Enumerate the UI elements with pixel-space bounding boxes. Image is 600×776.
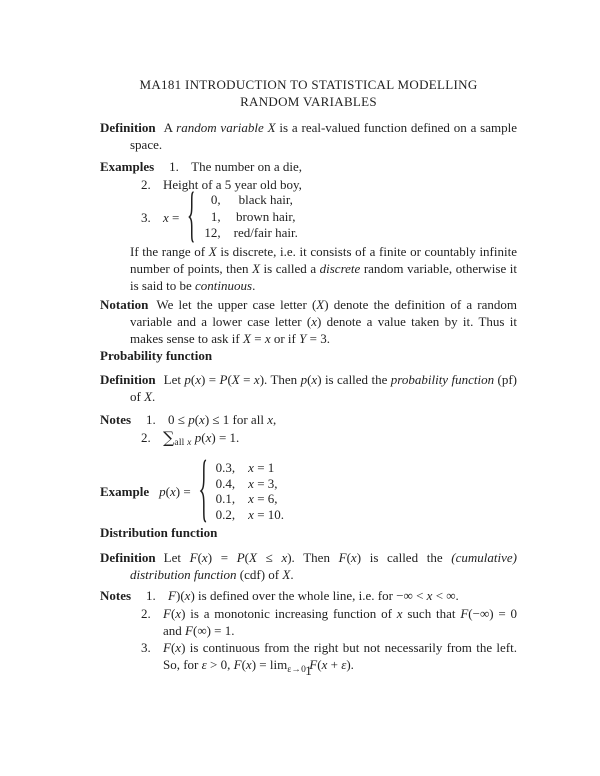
notes-df-item-2	[141, 605, 517, 639]
notation-label: Notation	[100, 297, 149, 312]
case-condition: brown hair,	[236, 208, 296, 224]
notes-df-block	[100, 587, 517, 604]
definition-label: Definition	[100, 372, 156, 387]
notes-df-item-3-text: F(x) is continuous from the right but not necessarily from the left. So, for ε > 0, $F(x) = \lim_{\varepsilon\to 0} F(x + \varepsilon)$.	[163, 640, 517, 675]
case-condition: black hair,	[238, 192, 293, 208]
definition-label: Definition	[100, 550, 156, 565]
notes-label: Notes	[100, 412, 132, 427]
examples-label: Examples	[100, 159, 155, 174]
notes-pf-block	[100, 411, 517, 428]
notes-pf-item-1-number: 1.	[146, 412, 156, 427]
case-probability: 0.1,	[215, 491, 236, 506]
case-condition: x = 3,	[248, 475, 278, 491]
definition-probability-function-text: Let p(x) = P(X = x). Then p(x) is called the probability function (pf) of X.	[130, 372, 517, 404]
definition-distribution-function	[100, 549, 517, 583]
example-item-3-cases	[141, 191, 517, 243]
examples-block	[100, 158, 517, 175]
example-item-2-text: Height of a 5 year old boy,	[163, 177, 302, 192]
case-probability: 0.3,	[215, 460, 236, 475]
case-condition: x = 1	[248, 460, 275, 475]
example-label: Example	[100, 483, 150, 499]
page-number: 1	[305, 663, 312, 678]
example-item-3-number: 3.	[141, 209, 151, 225]
example-item-1-number: 1.	[169, 159, 179, 174]
notes-df-item-2-number: 2.	[141, 606, 151, 621]
case-value: 0,	[210, 192, 221, 208]
notation-block	[100, 296, 517, 347]
definition-distribution-function-text: Let F(x) = P(X ≤ x). Then F(x) is called the (cumulative) distribution function (cdf) of X.	[130, 550, 517, 582]
probability-cases-table	[216, 460, 284, 522]
case-probability: 0.2,	[215, 506, 236, 522]
case-condition: red/fair hair.	[233, 225, 298, 241]
definition-random-variable	[100, 119, 517, 153]
discrete-continuous-paragraph: If the range of X is discrete, i.e. it consists of a finite or countably infinite number of points, then X is called a discrete random variable, otherwise it is said to be continuous.	[130, 244, 517, 293]
case-condition: x = 10.	[248, 506, 285, 522]
case-condition: x = 6,	[248, 491, 278, 506]
left-brace-icon	[186, 191, 197, 243]
title-line-2: RANDOM VARIABLES	[240, 94, 377, 109]
notes-pf-item-2-text: $\sum_{all}$ $_x$ p(x) = 1.	[163, 428, 240, 448]
notes-label: Notes	[100, 588, 132, 603]
probability-function-heading: Probability function	[100, 348, 213, 363]
notes-df-item-2-text: F(x) is a monotonic increasing function of x such that F(−∞) = 0 and F(∞) = 1.	[163, 606, 518, 638]
definition-probability-function	[100, 371, 517, 405]
notation-text: We let the upper case letter (X) denote the definition of a random variable and a lower case letter (x) denote a value taken by it. Thus it makes sense to ask if X = x or if Y = 3.	[130, 297, 517, 346]
document-title	[100, 76, 517, 110]
example-item-2-number: 2.	[141, 177, 151, 192]
notes-df-item-1-text: F)(x) is defined over the whole line, i.e. for −∞ < x < ∞.	[168, 588, 459, 603]
left-brace-icon	[198, 459, 209, 523]
definition-random-variable-text: A random variable X is a real-valued function defined on a sample space.	[130, 120, 518, 152]
example-pf-block	[100, 459, 517, 523]
notes-pf-item-2	[141, 429, 517, 452]
case-value: 1,	[210, 208, 221, 224]
notes-df-item-3-number: 3.	[141, 640, 151, 655]
title-line-1: MA181 INTRODUCTION TO STATISTICAL MODELLING	[139, 77, 478, 92]
case-value: 12,	[204, 225, 221, 241]
definition-label: Definition	[100, 120, 156, 135]
example-item-3-lead: x =	[163, 209, 180, 225]
example-pf-lead: p(x) =	[159, 483, 191, 499]
distribution-function-heading: Distribution function	[100, 525, 218, 540]
notes-pf-item-1-text: 0 ≤ p(x) ≤ 1 for all x,	[168, 412, 277, 427]
notes-df-item-1-number: 1.	[146, 588, 156, 603]
hair-cases-table	[204, 192, 298, 242]
notes-pf-item-2-number: 2.	[141, 430, 151, 445]
case-probability: 0.4,	[215, 475, 236, 491]
example-item-1-text: The number on a die,	[191, 159, 302, 174]
